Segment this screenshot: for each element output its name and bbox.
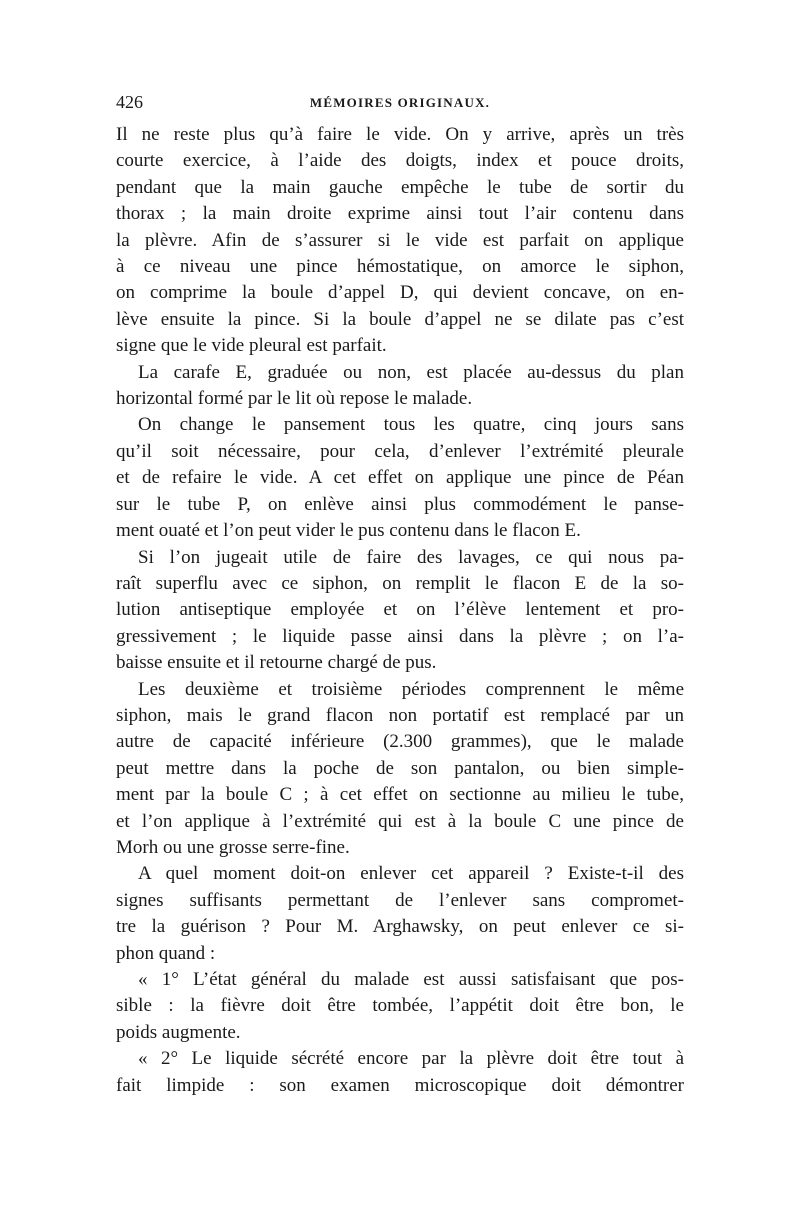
running-head (116, 92, 684, 122)
text-line: signes suffisants permettant de l’enlever sans compromet- (116, 889, 684, 911)
text-line: sur le tube P, on enlève ainsi plus commodément le panse- (116, 493, 684, 515)
page-number: 426 (116, 92, 143, 112)
text-line: poids augmente. (116, 1021, 241, 1043)
text-line: peut mettre dans la poche de son pantalon, ou bien simple- (116, 757, 684, 779)
text-line: La carafe E, graduée ou non, est placée au-dessus du plan (138, 361, 684, 383)
text-line: sible : la fièvre doit être tombée, l’appétit doit être bon, le (116, 995, 684, 1017)
text-line: et l’on applique à l’extrémité qui est à la boule C une pince de (116, 810, 684, 832)
text-line: raît superflu avec ce siphon, on remplit le flacon E de la so- (116, 572, 684, 594)
text-line: et de refaire le vide. A cet effet on applique une pince de Péan (116, 467, 684, 489)
text-line: tre la guérison ? Pour M. Arghawsky, on peut enlever ce si- (116, 916, 684, 938)
text-line: autre de capacité inférieure (2.300 grammes), que le malade (116, 731, 684, 753)
text-line: qu’il soit nécessaire, pour cela, d’enlever l’extrémité pleurale (116, 440, 684, 462)
text-line: Morh ou une grosse serre-fine. (116, 836, 350, 858)
text-line: siphon, mais le grand flacon non portatif est remplacé par un (116, 704, 684, 726)
text-line: horizontal formé par le lit où repose le malade. (116, 388, 473, 410)
text-line: on comprime la boule d’appel D, qui devient concave, on en- (116, 282, 684, 304)
book-page (116, 92, 684, 1099)
text-line: thorax ; la main droite exprime ainsi tout l’air contenu dans (116, 203, 684, 225)
text-line: courte exercice, à l’aide des doigts, index et pouce droits, (116, 150, 684, 172)
text-line: à ce niveau une pince hémostatique, on amorce le siphon, (116, 256, 684, 278)
text-line: baisse ensuite et il retourne chargé de pus. (116, 652, 437, 674)
text-line: ment par la boule C ; à cet effet on sectionne au milieu le tube, (116, 784, 684, 806)
text-line: fait limpide : son examen microscopique doit démontrer (116, 1074, 684, 1096)
text-line: Si l’on jugeait utile de faire des lavages, ce qui nous pa- (138, 546, 684, 568)
text-line: la plèvre. Afin de s’assurer si le vide est parfait on applique (116, 229, 684, 251)
running-title: MÉMOIRES ORIGINAUX. (309, 95, 491, 110)
text-line: gressivement ; le liquide passe ainsi dans la plèvre ; on l’a- (116, 625, 684, 647)
text-line: signe que le vide pleural est parfait. (116, 335, 387, 357)
text-line: « 2° Le liquide sécrété encore par la plèvre doit être tout à (138, 1048, 684, 1070)
text-line: pendant que la main gauche empêche le tube de sortir du (116, 176, 684, 198)
body-text (116, 122, 684, 1099)
text-line: Les deuxième et troisième périodes comprennent le même (138, 678, 684, 700)
text-line: A quel moment doit-on enlever cet appareil ? Existe-t-il des (138, 863, 684, 885)
text-line: On change le pansement tous les quatre, cinq jours sans (138, 414, 684, 436)
text-line: « 1° L’état général du malade est aussi satisfaisant que pos- (138, 969, 684, 990)
text-line: phon quand : (116, 942, 216, 964)
text-line: lève ensuite la pince. Si la boule d’appel ne se dilate pas c’est (116, 308, 684, 330)
text-line: Il ne reste plus qu’à faire le vide. On y arrive, après un très (116, 124, 684, 145)
text-line: lution antiseptique employée et on l’élève lentement et pro- (116, 599, 684, 621)
text-line: ment ouaté et l’on peut vider le pus contenu dans le flacon E. (116, 520, 581, 542)
